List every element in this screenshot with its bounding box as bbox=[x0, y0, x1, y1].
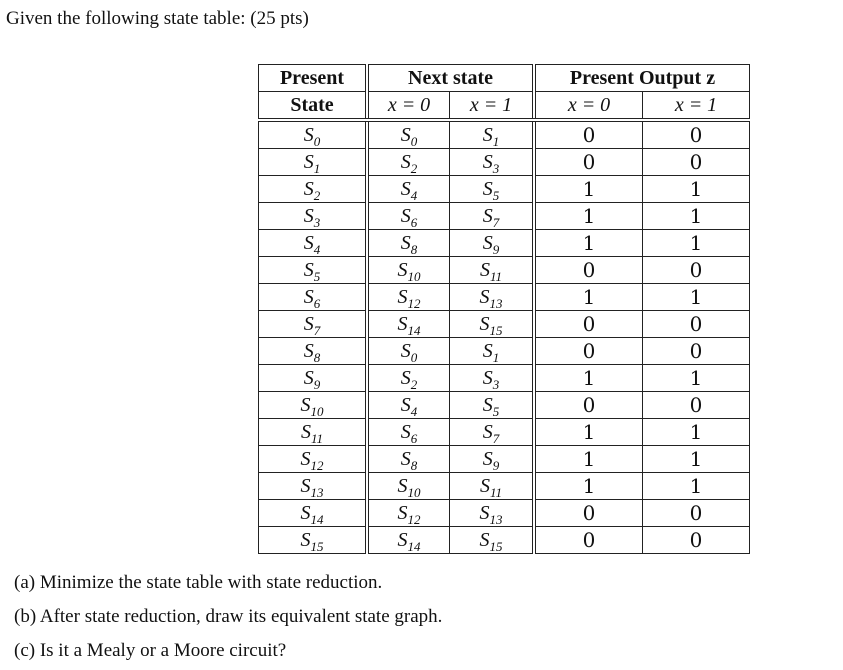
output-x1-cell: 1 bbox=[643, 446, 750, 473]
present-state-cell: $S_{12}$ bbox=[259, 446, 368, 473]
next-state-x1-cell: $S_3$ bbox=[450, 365, 535, 392]
next-state-x0-cell: $S_{12}$ bbox=[367, 500, 450, 527]
questions-list bbox=[14, 568, 442, 670]
next-state-x1-cell: $S_{13}$ bbox=[450, 284, 535, 311]
present-state-cell: $S_{14}$ bbox=[259, 500, 368, 527]
table-row bbox=[259, 203, 750, 230]
output-x1-cell: 0 bbox=[643, 392, 750, 419]
table-row bbox=[259, 230, 750, 257]
next-state-x1-cell: $S_5$ bbox=[450, 392, 535, 419]
output-x0-cell: 0 bbox=[534, 527, 643, 554]
output-x0-cell: 1 bbox=[534, 419, 643, 446]
table-row bbox=[259, 473, 750, 500]
next-state-x0-cell: $S_4$ bbox=[367, 176, 450, 203]
table-row bbox=[259, 500, 750, 527]
table-body bbox=[259, 120, 750, 554]
header-present-output: Present Output z bbox=[534, 65, 750, 92]
table-row bbox=[259, 527, 750, 554]
next-state-x0-cell: $S_4$ bbox=[367, 392, 450, 419]
present-state-cell: $S_6$ bbox=[259, 284, 368, 311]
table-row bbox=[259, 176, 750, 203]
table-row bbox=[259, 419, 750, 446]
next-state-x1-cell: $S_9$ bbox=[450, 446, 535, 473]
question-c: (c) Is it a Mealy or a Moore circuit? bbox=[14, 640, 287, 661]
header-state: State bbox=[259, 92, 368, 121]
output-x0-cell: 0 bbox=[534, 500, 643, 527]
output-x1-cell: 1 bbox=[643, 365, 750, 392]
present-state-cell: $S_{10}$ bbox=[259, 392, 368, 419]
present-state-cell: $S_3$ bbox=[259, 203, 368, 230]
output-x1-cell: 0 bbox=[643, 257, 750, 284]
output-x1-cell: 1 bbox=[643, 284, 750, 311]
header-output-x1: x = 1 bbox=[643, 92, 750, 121]
present-state-cell: $S_8$ bbox=[259, 338, 368, 365]
problem-intro: Given the following state table: (25 pts) bbox=[6, 8, 309, 29]
output-x1-cell: 1 bbox=[643, 419, 750, 446]
output-x0-cell: 0 bbox=[534, 311, 643, 338]
table-header-row-2 bbox=[259, 92, 750, 121]
header-output-x0: x = 0 bbox=[534, 92, 643, 121]
present-state-cell: $S_9$ bbox=[259, 365, 368, 392]
state-table bbox=[258, 64, 750, 554]
output-x1-cell: 1 bbox=[643, 473, 750, 500]
output-x0-cell: 1 bbox=[534, 230, 643, 257]
table-row bbox=[259, 120, 750, 149]
output-x1-cell: 0 bbox=[643, 338, 750, 365]
present-state-cell: $S_0$ bbox=[259, 120, 368, 149]
next-state-x1-cell: $S_1$ bbox=[450, 338, 535, 365]
present-state-cell: $S_7$ bbox=[259, 311, 368, 338]
next-state-x1-cell: $S_{15}$ bbox=[450, 311, 535, 338]
table-row bbox=[259, 311, 750, 338]
table-row bbox=[259, 338, 750, 365]
output-x0-cell: 0 bbox=[534, 120, 643, 149]
next-state-x1-cell: $S_7$ bbox=[450, 419, 535, 446]
header-present: Present bbox=[259, 65, 368, 92]
next-state-x0-cell: $S_8$ bbox=[367, 446, 450, 473]
next-state-x0-cell: $S_0$ bbox=[367, 338, 450, 365]
next-state-x1-cell: $S_7$ bbox=[450, 203, 535, 230]
table-row bbox=[259, 257, 750, 284]
present-state-cell: $S_{11}$ bbox=[259, 419, 368, 446]
output-x0-cell: 0 bbox=[534, 338, 643, 365]
present-state-cell: $S_5$ bbox=[259, 257, 368, 284]
next-state-x1-cell: $S_{11}$ bbox=[450, 257, 535, 284]
output-x0-cell: 0 bbox=[534, 392, 643, 419]
next-state-x0-cell: $S_{10}$ bbox=[367, 257, 450, 284]
table-row bbox=[259, 446, 750, 473]
next-state-x0-cell: $S_{12}$ bbox=[367, 284, 450, 311]
next-state-x1-cell: $S_5$ bbox=[450, 176, 535, 203]
output-x0-cell: 1 bbox=[534, 446, 643, 473]
next-state-x0-cell: $S_{14}$ bbox=[367, 527, 450, 554]
next-state-x1-cell: $S_9$ bbox=[450, 230, 535, 257]
next-state-x0-cell: $S_2$ bbox=[367, 365, 450, 392]
next-state-x1-cell: $S_{11}$ bbox=[450, 473, 535, 500]
present-state-cell: $S_2$ bbox=[259, 176, 368, 203]
next-state-x1-cell: $S_3$ bbox=[450, 149, 535, 176]
next-state-x0-cell: $S_6$ bbox=[367, 419, 450, 446]
output-x0-cell: 1 bbox=[534, 176, 643, 203]
question-b: (b) After state reduction, draw its equivalent state graph. bbox=[14, 606, 443, 627]
table-row bbox=[259, 284, 750, 311]
output-x1-cell: 0 bbox=[643, 149, 750, 176]
output-x0-cell: 0 bbox=[534, 149, 643, 176]
next-state-x0-cell: $S_{14}$ bbox=[367, 311, 450, 338]
output-x0-cell: 1 bbox=[534, 473, 643, 500]
header-next-state: Next state bbox=[367, 65, 534, 92]
table-header-row-1 bbox=[259, 65, 750, 92]
present-state-cell: $S_4$ bbox=[259, 230, 368, 257]
output-x1-cell: 0 bbox=[643, 527, 750, 554]
next-state-x0-cell: $S_8$ bbox=[367, 230, 450, 257]
output-x1-cell: 1 bbox=[643, 203, 750, 230]
output-x0-cell: 1 bbox=[534, 365, 643, 392]
output-x1-cell: 0 bbox=[643, 311, 750, 338]
header-next-x1: x = 1 bbox=[450, 92, 535, 121]
next-state-x1-cell: $S_{15}$ bbox=[450, 527, 535, 554]
output-x1-cell: 1 bbox=[643, 230, 750, 257]
output-x1-cell: 0 bbox=[643, 500, 750, 527]
present-state-cell: $S_{15}$ bbox=[259, 527, 368, 554]
present-state-cell: $S_1$ bbox=[259, 149, 368, 176]
present-state-cell: $S_{13}$ bbox=[259, 473, 368, 500]
output-x1-cell: 1 bbox=[643, 176, 750, 203]
header-next-x0: x = 0 bbox=[367, 92, 450, 121]
output-x1-cell: 0 bbox=[643, 120, 750, 149]
table-row bbox=[259, 392, 750, 419]
output-x0-cell: 0 bbox=[534, 257, 643, 284]
output-x0-cell: 1 bbox=[534, 203, 643, 230]
table-row bbox=[259, 365, 750, 392]
table-row bbox=[259, 149, 750, 176]
next-state-x0-cell: $S_6$ bbox=[367, 203, 450, 230]
output-x0-cell: 1 bbox=[534, 284, 643, 311]
next-state-x1-cell: $S_1$ bbox=[450, 120, 535, 149]
next-state-x0-cell: $S_2$ bbox=[367, 149, 450, 176]
next-state-x1-cell: $S_{13}$ bbox=[450, 500, 535, 527]
question-a: (a) Minimize the state table with state reduction. bbox=[14, 572, 383, 593]
next-state-x0-cell: $S_0$ bbox=[367, 120, 450, 149]
next-state-x0-cell: $S_{10}$ bbox=[367, 473, 450, 500]
